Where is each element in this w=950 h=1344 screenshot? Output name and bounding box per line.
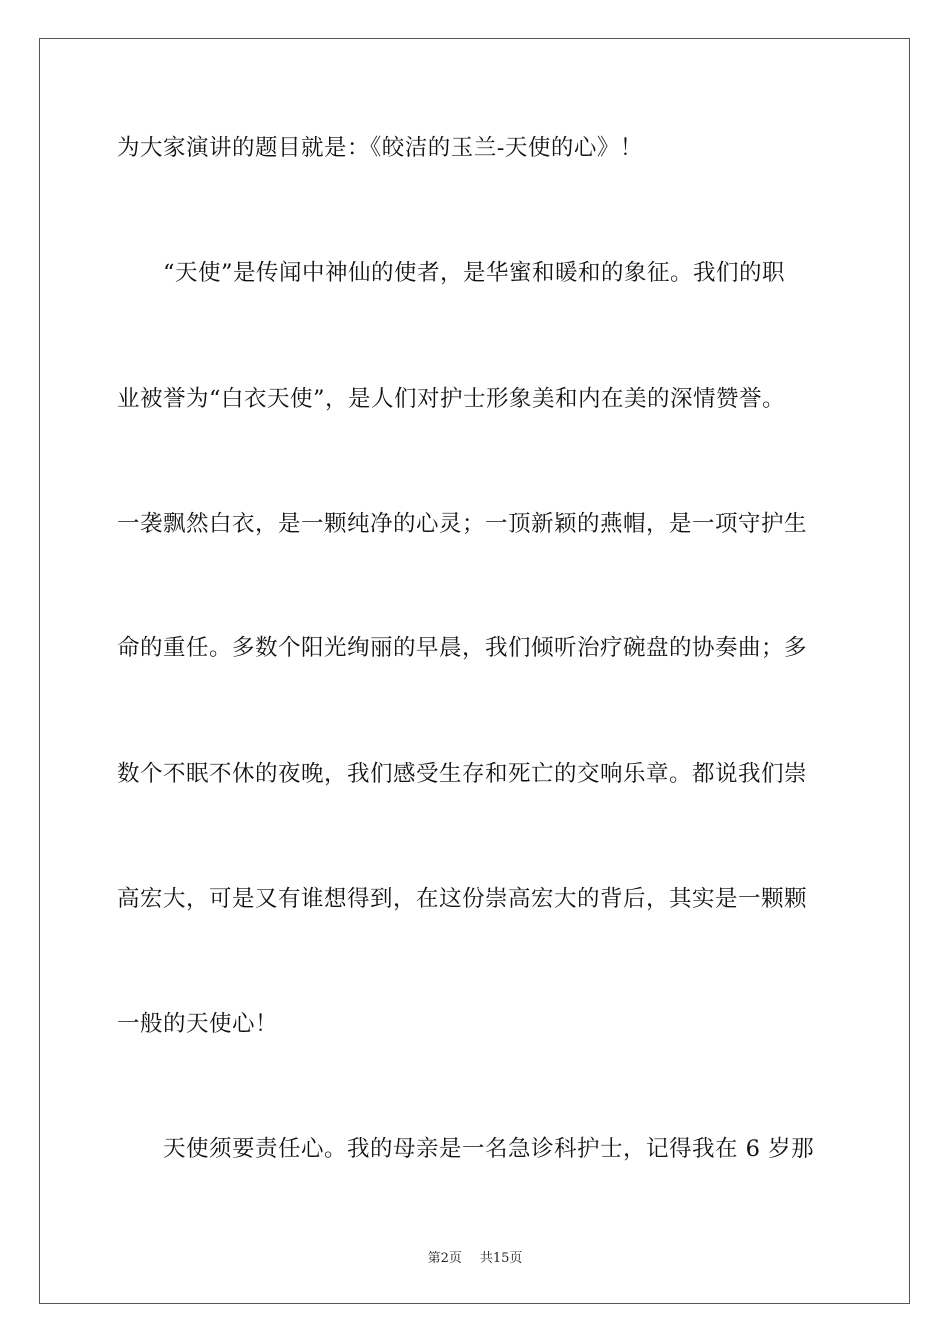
- text-line-3: 业被誉为“白衣天使”，是人们对护士形象美和内在美的深情赞誉。: [117, 386, 786, 412]
- page-number: 第2页: [427, 1251, 462, 1266]
- page-footer: [0, 1247, 950, 1266]
- text-line-7: 高宏大，可是又有谁想得到，在这份崇高宏大的背后，其实是一颗颗: [117, 886, 808, 912]
- text-line-2: “天使”是传闻中神仙的使者，是华蜜和暖和的象征。我们的职: [117, 260, 786, 286]
- text-line-1: 为大家演讲的题目就是：《皎洁的玉兰-天使的心》！: [117, 135, 643, 161]
- page-border: [39, 38, 910, 1304]
- text-line-4: 一袭飘然白衣，是一颗纯净的心灵；一顶新颖的燕帽，是一项守护生: [117, 511, 808, 537]
- text-line-8: 一般的天使心！: [117, 1011, 279, 1037]
- text-line-9: 天使须要责任心。我的母亲是一名急诊科护士，记得我在 6 岁那: [117, 1136, 815, 1162]
- page-total: 共15页: [479, 1251, 523, 1266]
- text-line-6: 数个不眠不休的夜晚，我们感受生存和死亡的交响乐章。都说我们崇: [117, 761, 808, 787]
- text-line-5: 命的重任。多数个阳光绚丽的早晨，我们倾听治疗碗盘的协奏曲；多: [117, 635, 808, 661]
